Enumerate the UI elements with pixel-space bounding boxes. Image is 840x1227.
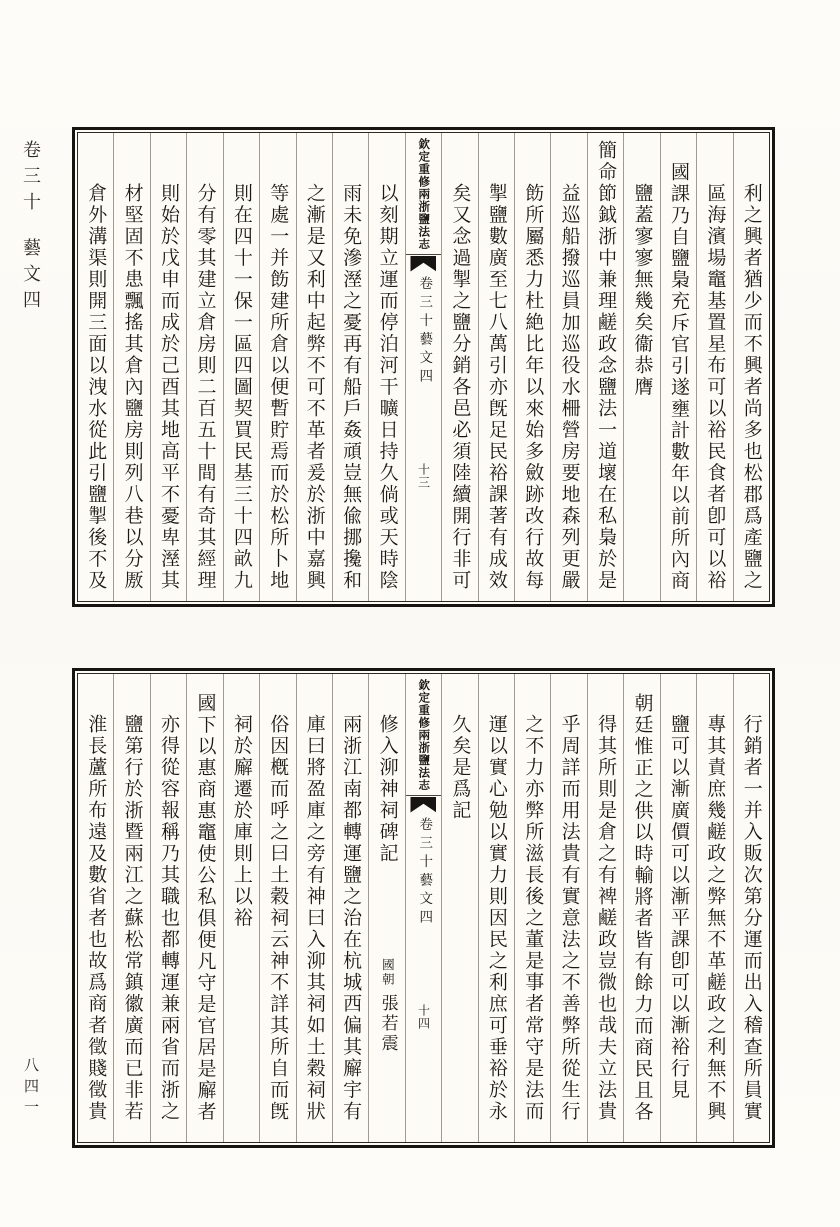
banxin-center-column [405, 674, 441, 1142]
text-column [587, 133, 623, 601]
lower-half-leaf-columns [77, 673, 770, 1143]
column-text: 庫曰將盈庫之旁有神曰入泖其祠如土穀祠狀 [303, 714, 326, 1123]
column-text: 鹽第行於浙暨兩江之蘇松常鎮徽廣而已非若 [121, 714, 144, 1123]
upper-half-leaf-columns [77, 132, 770, 602]
author-name: 張若震 [377, 994, 398, 1054]
banxin-center-column [405, 133, 441, 601]
column-text: 飭所屬悉力杜絶比年以來始多斂跡改行故每 [522, 183, 545, 592]
book-title: 欽定重修兩浙鹽法志 [417, 679, 432, 792]
fishtail-ornament [410, 256, 436, 272]
column-text: 朝廷惟正之供以時輸將者皆有餘力而商民且各 [631, 692, 654, 1123]
margin-folio-number [23, 1057, 38, 1120]
banxin-divider [406, 795, 441, 796]
column-text: 得其所則是倉之有裨鹺政豈微也哉夫立法貴 [595, 714, 618, 1123]
text-column [623, 133, 659, 601]
chapter-label: 卷三十藝文四 [416, 275, 433, 387]
text-column [441, 674, 477, 1142]
column-text: 乎周詳而用法貴有實意法之不善弊所從生行 [558, 714, 581, 1123]
column-text: 區海濱場竈基置星布可以裕民食者卽可以裕 [704, 183, 727, 592]
author-block [379, 958, 396, 1054]
text-column [514, 133, 550, 601]
text-column [733, 133, 769, 601]
column-text: 鹽可以漸廣價可以漸平課卽可以漸裕行見 [667, 714, 690, 1101]
column-text: 矣又念過掣之鹽分銷各邑必須陸續開行非可 [449, 183, 472, 592]
column-text: 益巡船撥巡員加巡役水柵營房要地森列更嚴 [558, 183, 581, 592]
column-text: 則在四十一保一區四圖契買民基三十四畝九 [230, 183, 253, 592]
folio-number-text: 八四一 [22, 1057, 40, 1120]
text-column [587, 674, 623, 1142]
column-text: 淮長蘆所布遠及數省者也故爲商者徵賤徵貴 [85, 714, 108, 1123]
column-text: 掣鹽數廣至七八萬引亦旣足民裕課著有成效 [485, 183, 508, 592]
article-title-column [368, 674, 404, 1142]
leaf-page-number: 十三 [416, 462, 431, 489]
column-text: 祠於廨遷於庫則上以裕 [230, 714, 253, 929]
article-title: 修入泖神祠碑記 [376, 714, 399, 865]
text-column [332, 133, 368, 601]
text-column [733, 674, 769, 1142]
text-column [78, 133, 113, 601]
column-text: 亦得從容報稱乃其職也都轉運兼兩省而浙之 [158, 714, 181, 1123]
column-text: 簡命節鉞浙中兼理鹺政念鹽法一道壞在私梟於是 [595, 140, 618, 592]
text-column [223, 674, 259, 1142]
text-column [150, 674, 186, 1142]
leaf-page-number: 十四 [416, 1003, 431, 1030]
margin-volume-text: 卷三十 [20, 140, 41, 218]
banxin-divider [406, 254, 441, 255]
text-column [296, 133, 332, 601]
column-text: 運以實心勉以實力則因民之利庶可垂裕於永 [485, 714, 508, 1123]
column-text: 鹽蓋寥寥無幾矣衞恭膺 [631, 183, 654, 398]
column-text: 則始於戊申而成於己酉其地高平不憂卑溼其 [158, 183, 181, 592]
column-text: 以刻期立運而停泊河干曠日持久倘或天時陰 [376, 183, 399, 592]
fishtail-ornament [410, 797, 436, 813]
column-text: 專其責庶幾鹺政之弊無不革鹺政之利無不興 [704, 714, 727, 1123]
text-column [696, 674, 732, 1142]
text-column [186, 674, 222, 1142]
column-text: 倉外溝渠則開三面以洩水從此引鹽掣後不及 [85, 183, 108, 592]
text-column [514, 674, 550, 1142]
column-text: 等處一并飭建所倉以便暫貯焉而於松所卜地 [267, 183, 290, 592]
chapter-label: 卷三十藝文四 [416, 816, 433, 928]
text-column [113, 674, 149, 1142]
text-column [259, 674, 295, 1142]
column-text: 國下以惠商惠竈使公私俱便凡守是官居是廨者 [194, 692, 217, 1123]
text-column [296, 674, 332, 1142]
column-text: 雨未免滲溼之憂再有船戶姦頑豈無偸挪攙和 [340, 183, 363, 592]
author-era-label: 國朝 [380, 958, 396, 987]
text-column [113, 133, 149, 601]
column-text: 材堅固不患飄搖其倉內鹽房則列八巷以分厫 [121, 183, 144, 592]
upper-half-leaf-frame [72, 127, 775, 607]
column-text: 利之興者猶少而不興者尚多也松郡爲產鹽之 [740, 183, 763, 592]
text-column [660, 674, 696, 1142]
text-column [150, 133, 186, 601]
text-column [623, 674, 659, 1142]
text-column [550, 674, 586, 1142]
text-column [550, 133, 586, 601]
margin-volume-label [21, 140, 39, 316]
book-title: 欽定重修兩浙鹽法志 [417, 138, 432, 251]
text-column [696, 133, 732, 601]
text-column [441, 133, 477, 601]
text-column [259, 133, 295, 601]
text-column [186, 133, 222, 601]
lower-half-leaf-frame [72, 668, 775, 1148]
column-text: 之漸是又利中起弊不可不革者爰於浙中嘉興 [303, 183, 326, 592]
text-column [478, 133, 514, 601]
text-column [78, 674, 113, 1142]
text-column [332, 674, 368, 1142]
column-text: 行銷者一并入販次第分運而出入稽查所員實 [740, 714, 763, 1123]
column-text: 兩浙江南都轉運鹽之治在杭城西偏其廨宇有 [340, 714, 363, 1123]
text-column [223, 133, 259, 601]
column-text: 分有零其建立倉房則二百五十間有奇其經理 [194, 183, 217, 592]
column-text: 久矣是爲記 [449, 714, 472, 822]
column-text: 之不力亦弊所滋長後之董是事者常守是法而 [522, 714, 545, 1123]
margin-section-text: 藝文四 [20, 238, 41, 316]
text-column [368, 133, 404, 601]
text-column [478, 674, 514, 1142]
text-column [660, 133, 696, 601]
column-text: 國課乃自鹽梟充斥官引遂壅計數年以前所內商 [667, 161, 690, 592]
column-text: 俗因槪而呼之曰土穀祠云神不詳其所自而旣 [267, 714, 290, 1123]
